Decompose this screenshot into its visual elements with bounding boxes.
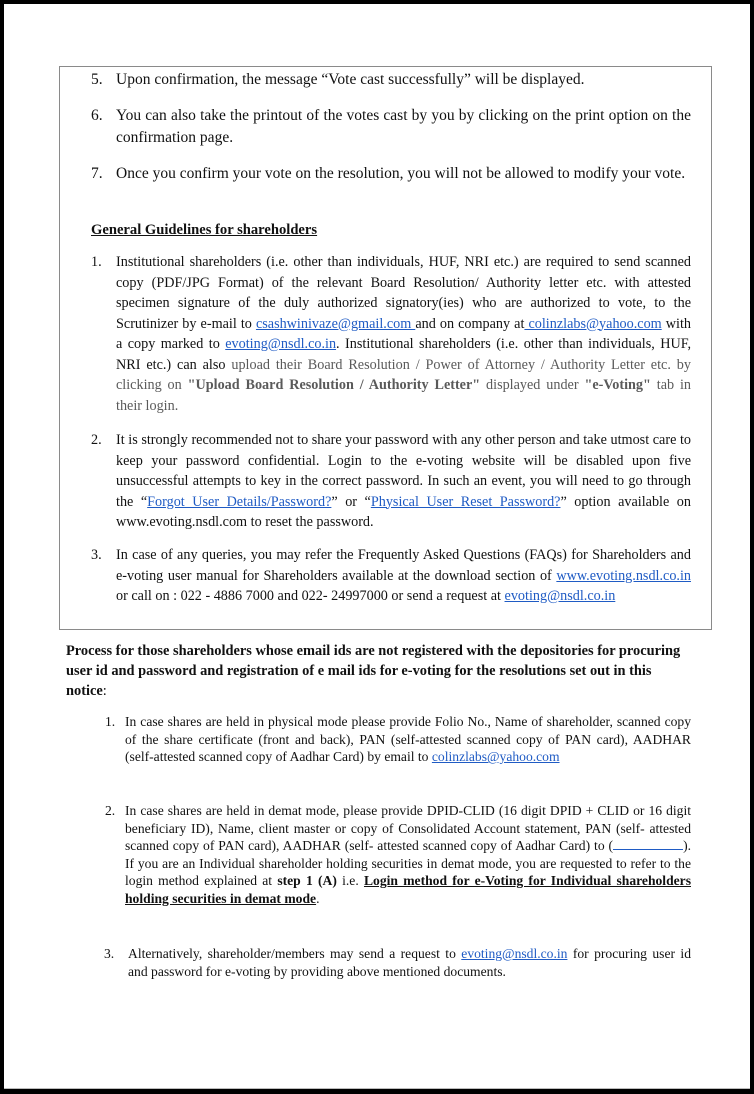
process-item-2 <box>125 802 691 908</box>
evoting-website-link[interactable]: www.evoting.nsdl.co.in <box>556 567 691 584</box>
guideline-text: In case of any queries, you may refer the Frequently Asked Questions (FAQs) for Shareholders and e-voting user manual for Shareholders available at the download section of <box>116 547 691 584</box>
email-blank-field <box>613 837 683 850</box>
box-item-text: Upon confirmation, the message “Vote cast successfully” will be displayed. <box>116 71 585 88</box>
guideline-item-2 <box>116 430 691 533</box>
guideline-number: 3. <box>91 547 102 563</box>
box-item-text: You can also take the printout of the votes cast by you by clicking on the print option on the confirmation page. <box>116 107 691 146</box>
company-email-link[interactable]: colinzlabs@yahoo.com <box>431 749 560 765</box>
document-page <box>4 4 750 1089</box>
guideline-text: ” option available on www.evoting.nsdl.com to reset the password. <box>116 493 691 530</box>
process-text: for procuring user id and password for e-voting by providing above mentioned documents. <box>128 946 691 979</box>
process-number: 2. <box>105 803 116 818</box>
guideline-text: Institutional shareholders (i.e. other than individuals, HUF, NRI etc.) are required to send scanned copy (PDF/JPG Format) of the relevant Board Resolution/ Authority letter etc. with attested specimen signature of the duly authorized signatory(ies) who are authorized to vote, to the Scrutinizer by e-mail to <box>116 254 691 332</box>
scrutinizer-email-link[interactable]: csashwinivaze@gmail.com <box>255 315 416 332</box>
process-text: In case shares are held in demat mode, please provide DPID-CLID (16 digit DPID + CLID or 16 digit beneficiary ID), Name, client master or copy of Consolidated Account statement, PAN (self- attested scanned copy of PAN card), AADHAR (self- attested scanned copy of Aadhar Card) to ( <box>125 803 691 854</box>
guideline-text: or call on : 022 - 4886 7000 and 022- 24997000 or send a request at <box>116 588 505 604</box>
process-heading <box>66 641 691 701</box>
guideline-text: displayed under <box>480 377 585 393</box>
evoting-email-link[interactable]: evoting@nsdl.co.in <box>461 946 568 961</box>
process-text: Alternatively, shareholder/members may send a request to <box>128 946 462 961</box>
evoting-tab-label: "e-Voting" <box>584 377 651 393</box>
process-heading-text: Process for those shareholders whose email ids are not registered with the depositories for procuring user id and password and registration of e mail ids for e-voting for the resolutions set out in this notice <box>66 643 681 699</box>
process-item-3 <box>128 945 691 980</box>
process-text: In case shares are held in physical mode please provide Folio No., Name of shareholder, scanned copy of the share certificate (front and back), PAN (self-attested scanned copy of PAN card), AADHAR (self-attested scanned copy of Aadhar Card) by email to <box>125 714 691 765</box>
guideline-text: tab in their login. <box>116 377 691 414</box>
process-text: . <box>316 890 320 906</box>
process-number: 3. <box>104 946 115 961</box>
box-item-number: 5. <box>91 71 103 88</box>
login-method-reference-link[interactable]: Login method for e-Voting for Individual shareholders holding securities in demat mode <box>125 873 691 906</box>
step-reference: step 1 (A) <box>277 873 337 889</box>
guideline-number: 1. <box>91 254 102 270</box>
evoting-email-link[interactable]: evoting@nsdl.co.in <box>504 588 616 604</box>
process-heading-colon: : <box>102 683 107 699</box>
process-text: i.e. <box>336 873 364 889</box>
company-email-link[interactable]: colinzlabs@yahoo.com <box>524 315 662 332</box>
guideline-item-3 <box>116 545 691 607</box>
guideline-text: and on company at <box>415 315 525 332</box>
guideline-text: ” or “ <box>331 493 371 510</box>
box-item-number: 7. <box>91 165 103 182</box>
box-item-number: 6. <box>91 107 103 124</box>
process-number: 1. <box>105 714 116 729</box>
guidelines-heading: General Guidelines for shareholders <box>91 222 318 238</box>
process-text: ). If you are an Individual shareholder holding securities in demat mode, you are requested to refer to the login method explained at <box>125 838 691 889</box>
nsdl-email-link[interactable]: evoting@nsdl.co.in <box>225 336 337 352</box>
physical-user-reset-link[interactable]: Physical User Reset Password? <box>370 493 561 510</box>
process-item-1 <box>125 713 691 766</box>
guideline-text: It is strongly recommended not to share your password with any other person and take utmost care to keep your password confidential. Login to the e-voting website will be disabled upon five unsuccessful attempts to key in the correct password. In such an event, you will need to go through the “ <box>116 432 691 510</box>
guideline-text: with a copy marked to <box>116 315 691 352</box>
guideline-number: 2. <box>91 432 102 448</box>
guideline-item-1 <box>116 252 691 416</box>
guideline-text: . Institutional shareholders (i.e. other than individuals, HUF, NRI etc.) can also <box>116 336 692 373</box>
upload-board-resolution-label: "Upload Board Resolution / Authority Letter" <box>187 377 481 393</box>
guideline-text: upload their Board Resolution / Power of Attorney / Authority Letter etc. by clicking on <box>116 356 691 393</box>
box-item-text: Once you confirm your vote on the resolution, you will not be allowed to modify your vote. <box>116 165 686 182</box>
forgot-password-link[interactable]: Forgot User Details/Password? <box>147 493 332 510</box>
